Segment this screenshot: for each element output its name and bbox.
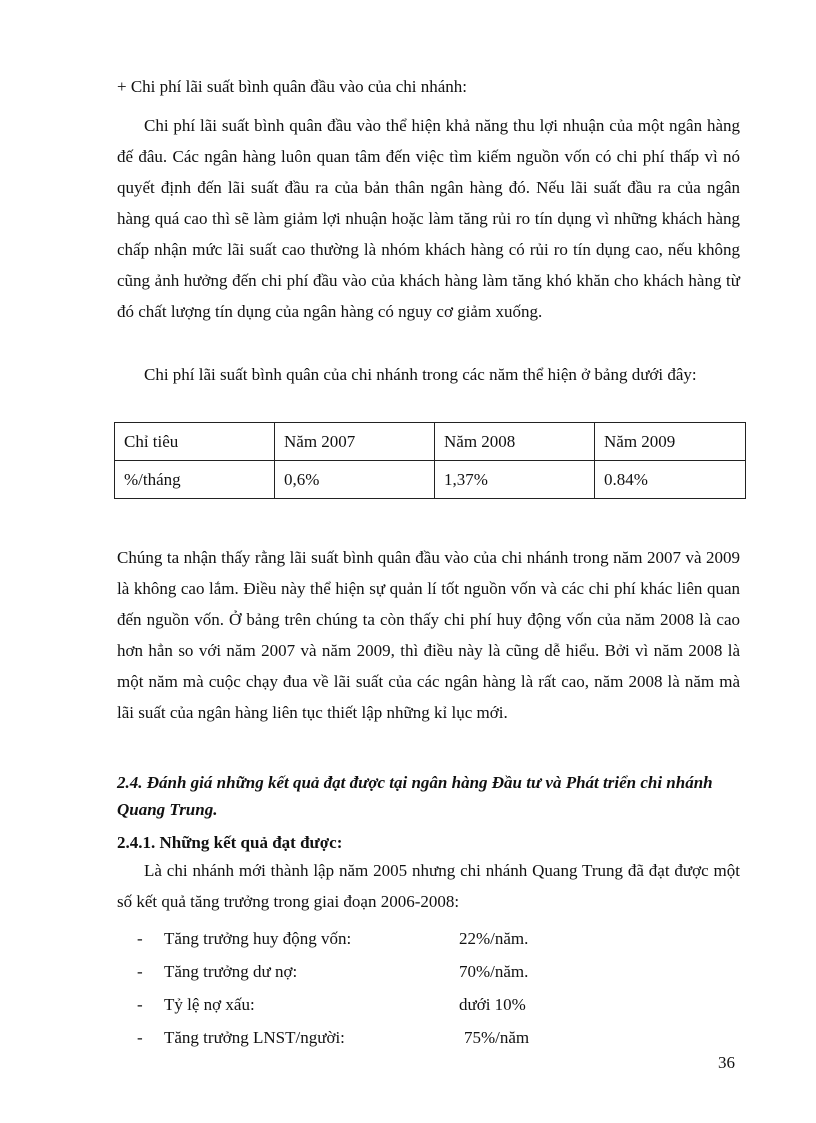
subsection-heading-2-4-1: 2.4.1. Những kết quả đạt được: bbox=[117, 833, 343, 852]
list-item-value: 75%/năm bbox=[464, 1028, 530, 1047]
table-header-cell: Năm 2009 bbox=[595, 423, 746, 461]
list-item-value: dưới 10% bbox=[459, 995, 526, 1014]
list-dash: - bbox=[137, 929, 143, 948]
table-header-cell: Năm 2007 bbox=[275, 423, 435, 461]
list-dash: - bbox=[137, 995, 143, 1014]
table-cell: 0.84% bbox=[595, 461, 746, 499]
list-item-label: Tỷ lệ nợ xấu: bbox=[164, 995, 255, 1014]
list-item-value: 22%/năm. bbox=[459, 929, 529, 948]
paragraph-interest-cost: Chi phí lãi suất bình quân đầu vào thể hiện khả năng thu lợi nhuận của một ngân hàng đế đâu. Các ngân hàng luôn quan tâm đến việc tìm kiếm nguồn vốn có chi phí thấp vì nó quyết định đến lãi suất đầu ra của bản thân ngân hàng đó. Nếu lãi suất đầu ra của ngân hàng quá cao thì sẽ làm giảm lợi nhuận hoặc làm tăng rủi ro tín dụng vì những khách hàng chấp nhận mức lãi suất cao thường là nhóm khách hàng có rủi ro tín dụng cao, nếu không cũng ảnh hưởng đến chi phí đầu vào của khách hàng làm tăng khó khăn cho khách hàng từ đó chất lượng tín dụng của ngân hàng có nguy cơ giảm xuống. bbox=[117, 116, 740, 321]
paragraph-table-intro: Chi phí lãi suất bình quân của chi nhánh trong các năm thể hiện ở bảng dưới đây: bbox=[144, 365, 697, 384]
list-dash: - bbox=[137, 962, 143, 981]
table-row bbox=[115, 461, 746, 499]
list-item-value: 70%/năm. bbox=[459, 962, 529, 981]
interest-rate-table bbox=[114, 422, 746, 499]
list-dash: - bbox=[137, 1028, 143, 1047]
table-cell: %/tháng bbox=[115, 461, 275, 499]
table-cell: 0,6% bbox=[275, 461, 435, 499]
table-cell: 1,37% bbox=[435, 461, 595, 499]
table-header-cell: Chỉ tiêu bbox=[115, 423, 275, 461]
page-number: 36 bbox=[718, 1053, 735, 1072]
section-heading-2-4: 2.4. Đánh giá những kết quả đạt được tại ngân hàng Đầu tư và Phát triển chi nhánh Quang Trung. bbox=[117, 773, 713, 819]
table-header-cell: Năm 2008 bbox=[435, 423, 595, 461]
list-item-label: Tăng trưởng LNST/người: bbox=[164, 1028, 345, 1047]
paragraph-analysis: Chúng ta nhận thấy rằng lãi suất bình quân đầu vào của chi nhánh trong năm 2007 và 2009 là không cao lắm. Điều này thể hiện sự quản lí tốt nguồn vốn và các chi phí khác liên quan đến nguồn vốn. Ở bảng trên chúng ta còn thấy chi phí huy động vốn của năm 2008 là cao hơn hẳn so với năm 2007 và năm 2009, thì điều này là cũng dễ hiểu. Bởi vì năm 2008 là một năm mà cuộc chạy đua về lãi suất của các ngân hàng là rất cao, năm 2008 là năm mà lãi suất của ngân hàng liên tục thiết lập những kỉ lục mới. bbox=[117, 548, 740, 722]
table-header-row bbox=[115, 423, 746, 461]
list-item-label: Tăng trưởng huy động vốn: bbox=[164, 929, 352, 948]
list-item-label: Tăng trưởng dư nợ: bbox=[164, 962, 298, 981]
paragraph-achievements-intro: Là chi nhánh mới thành lập năm 2005 nhưng chi nhánh Quang Trung đã đạt được một số kết quả tăng trưởng trong giai đoạn 2006-2008: bbox=[117, 861, 740, 911]
intro-line: + Chi phí lãi suất bình quân đầu vào của chi nhánh: bbox=[117, 77, 467, 96]
